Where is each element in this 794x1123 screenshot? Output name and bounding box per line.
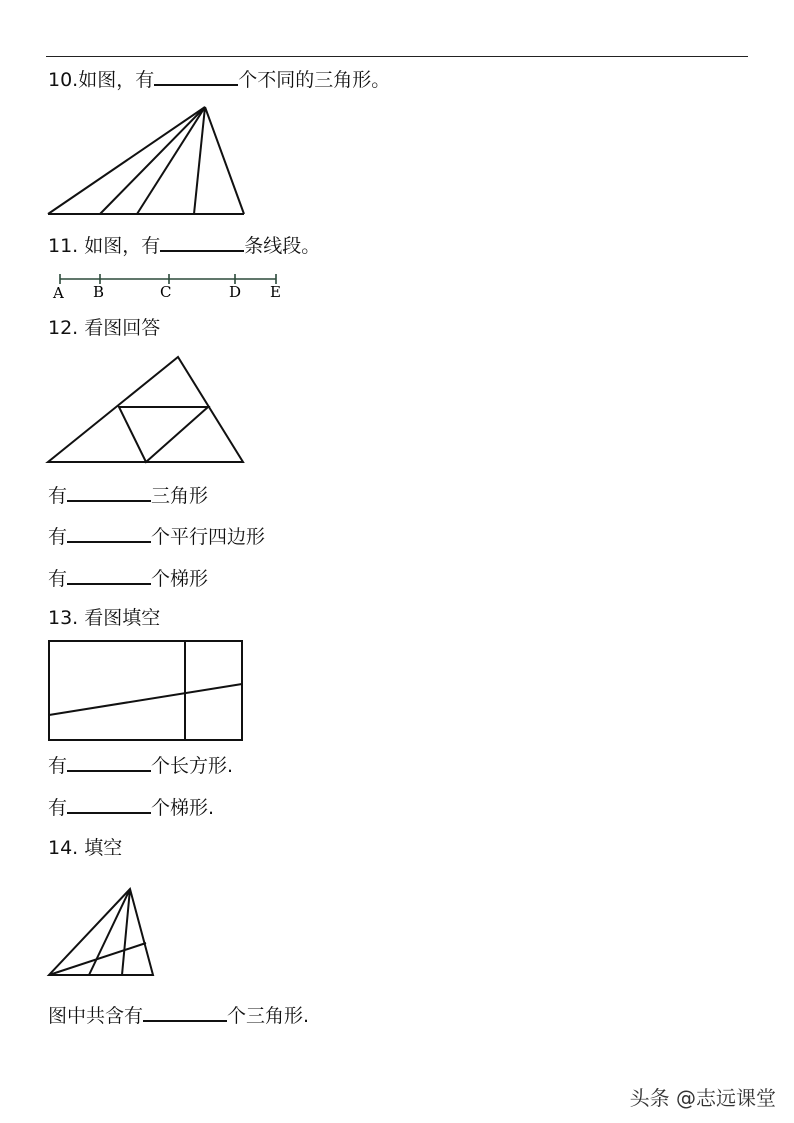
question-12-title: 12. 看图回答 [48, 317, 161, 339]
q12-line-3-prefix: 有 [48, 568, 68, 590]
q13-line-2-suffix: 个梯形. [151, 797, 215, 819]
q10-prefix: 10.如图，有 [48, 69, 155, 91]
question-14-title: 14. 填空 [48, 837, 123, 859]
point-label-c: C [160, 283, 172, 301]
q12-line-1-suffix: 三角形 [151, 485, 209, 507]
point-label-b: B [93, 283, 105, 301]
q11-prefix: 11. 如图，有 [48, 235, 161, 257]
point-label-d: D [229, 283, 242, 301]
point-label-e: E [270, 283, 281, 301]
watermark: 头条 @志远课堂 [629, 1086, 776, 1110]
q12-line-2-suffix: 个平行四边形 [151, 526, 266, 548]
q14-line [48, 1002, 309, 1028]
q14-prefix: 图中共含有 [48, 1005, 144, 1027]
q14-blank[interactable] [143, 1002, 227, 1022]
q11-suffix: 条线段。 [244, 235, 321, 257]
q14-triangle-diagram [49, 889, 153, 975]
q14-suffix: 个三角形. [227, 1005, 310, 1027]
q12-line-1-prefix: 有 [48, 485, 68, 507]
q13-line-1-prefix: 有 [48, 755, 68, 777]
point-label-a: A [53, 284, 64, 302]
q13-line-1-suffix: 个长方形. [151, 755, 234, 777]
q13-line-2-prefix: 有 [48, 797, 68, 819]
q10-suffix: 个不同的三角形。 [238, 69, 391, 91]
question-13-title: 13. 看图填空 [48, 607, 161, 629]
q12-line-2-prefix: 有 [48, 526, 68, 548]
q12-line-3-suffix: 个梯形 [151, 568, 209, 590]
